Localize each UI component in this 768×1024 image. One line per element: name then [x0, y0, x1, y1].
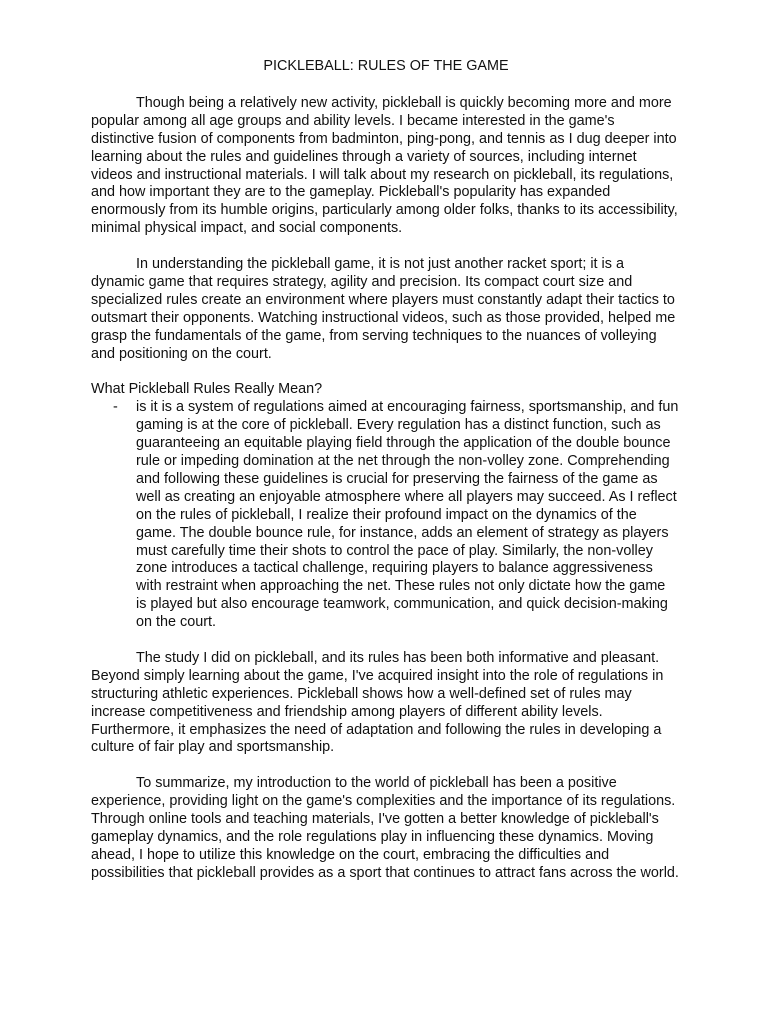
- paragraph-understanding: In understanding the pickleball game, it is not just another racket sport; it is a dynamic game that requires strategy, agility and precision. Its compact court size and specialized rules create an environment where players must constantly adapt their tactics to outsmart their opponents. Watching instructional videos, such as those provided, helped me grasp the fundamentals of the game, from serving techniques to the nuances of volleying and positioning on the court.: [91, 256, 676, 362]
- document-title: PICKLEBALL: RULES OF THE GAME: [263, 58, 509, 74]
- paragraph-study: The study I did on pickleball, and its rules has been both informative and pleasant. Beyond simply learning about the game, I've acquired insight into the role of regulations in structuring athletic experiences. Pickleball shows how a well-defined set of rules may increase competitiveness and friendship among players of different ability levels. Furthermore, it emphasizes the need of adaptation and following the rules in developing a culture of fair play and sportsmanship.: [91, 649, 664, 756]
- bullet-dash: -: [113, 399, 118, 416]
- bullet-text: is it is a system of regulations aimed at encouraging fairness, sportsmanship, and fun gaming is at the core of pickleball. Every regulation has a distinct function, such as guaranteeing an equitable playing field through the application of the double bounce rule or impeding domination at the net through the non-volley zone. Comprehending and following these guidelines is crucial for preserving the fairness of the game as well as creating an enjoyable atmosphere where all players may succeed. As I reflect on the rules of pickleball, I realize their profound impact on the dynamics of the game. The double bounce rule, for instance, adds an element of strategy as players must carefully time their shots to control the pace of play. Similarly, the non-volley zone introduces a tactical challenge, requiring players to balance aggressiveness with restraint when approaching the net. These rules not only dictate how the game is played but also encourage teamwork, communication, and quick decision-making on the court.: [136, 399, 679, 631]
- section-heading: What Pickleball Rules Really Mean?: [91, 381, 323, 398]
- paragraph-introduction: Though being a relatively new activity, pickleball is quickly becoming more and more popular among all age groups and ability levels. I became interested in the game's distinctive fusion of components from badminton, ping-pong, and tennis as I dug deeper into learning about the rules and guidelines through a variety of sources, including internet videos and instructional materials. I will talk about my research on pickleball, its regulations, and how important they are to the gameplay. Pickleball's popularity has expanded enormously from its humble origins, particularly among older folks, thanks to its accessibility, minimal physical impact, and social components.: [91, 94, 678, 237]
- bullet-list-item: [91, 399, 679, 632]
- paragraph-summary: To summarize, my introduction to the world of pickleball has been a positive experience, providing light on the game's complexities and the importance of its regulations. Through online tools and teaching materials, I've gotten a better knowledge of pickleball's gameplay dynamics, and the role regulations play in influencing these dynamics. Moving ahead, I hope to utilize this knowledge on the court, embracing the difficulties and possibilities that pickleball provides as a sport that continues to attract fans across the world.: [91, 775, 679, 881]
- document-page: [91, 58, 679, 901]
